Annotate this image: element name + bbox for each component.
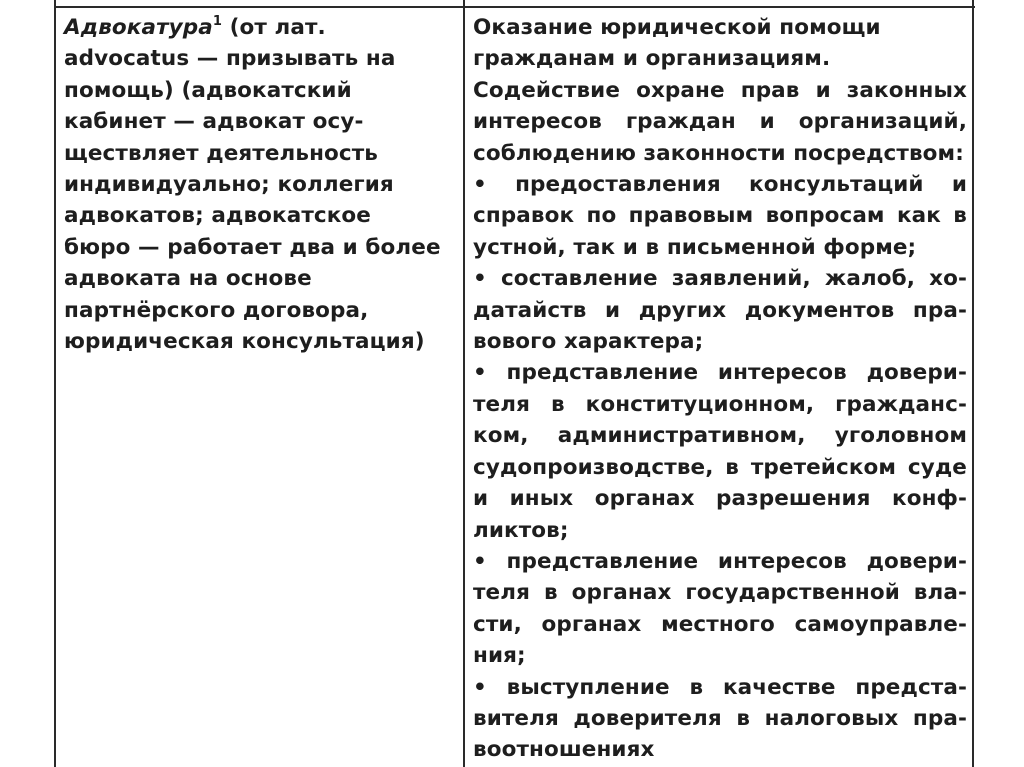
table-column-divider — [463, 0, 465, 767]
description-line: вителя доверителя в налоговых пра- — [473, 705, 967, 731]
description-line: соблюдению законности посредством: — [473, 140, 964, 166]
term-line: кабинет — адвокат осу- — [64, 109, 364, 135]
description-line: теля в конституционном, гражданс- — [473, 391, 967, 417]
term-first-line-rest: (от лат. — [222, 15, 326, 40]
table-top-border — [55, 6, 975, 8]
table-cell-term — [64, 12, 456, 357]
description-line: устной, так и в письменной форме; — [473, 234, 917, 260]
description-line: • представление интересов довери- — [473, 548, 967, 574]
term-line: юридическая консультация) — [64, 329, 425, 355]
description-line: ликтов; — [473, 517, 569, 543]
table-right-border — [972, 0, 974, 767]
description-line: воотношениях — [473, 737, 655, 763]
term-line: ществляет деятельность — [64, 140, 379, 166]
table-left-border — [54, 0, 56, 767]
description-line: ния; — [473, 643, 526, 669]
term-line: адвокатов; адвокатское — [64, 203, 371, 229]
term-line: адвоката на основе — [64, 266, 312, 292]
description-line: сти, органах местного самоуправле- — [473, 611, 967, 637]
term-line: бюро — работает два и более — [64, 234, 441, 260]
term-line: индивидуально; коллегия — [64, 172, 394, 198]
description-line: Содействие охране прав и законных — [473, 77, 967, 103]
description-line: гражданам и организациям. — [473, 46, 831, 72]
description-line: • предоставления консультаций и — [473, 172, 967, 198]
description-line: и иных органах разрешения конф- — [473, 486, 967, 512]
description-line: • представление интересов довери- — [473, 360, 967, 386]
term-line — [64, 12, 456, 43]
term-title: Адвокатура — [64, 15, 213, 40]
footnote-marker: 1 — [212, 14, 223, 29]
description-line: справок по правовым вопросам как в — [473, 203, 967, 229]
description-line: • выступление в качестве предста- — [473, 674, 967, 700]
description-line: судопроизводстве, в третейском суде — [473, 454, 967, 480]
description-line: интересов граждан и организаций, — [473, 109, 967, 135]
term-line: партнёрского договора, — [64, 297, 369, 323]
term-line: помощь) (адвокатский — [64, 77, 352, 103]
description-line: ком, административном, уголовном — [473, 423, 967, 449]
table-cell-description — [473, 12, 967, 766]
term-line: advocatus — призывать на — [64, 46, 396, 72]
description-line: датайств и других документов пра- — [473, 297, 967, 323]
description-line: теля в органах государственной вла- — [473, 580, 967, 606]
description-line: Оказание юридической помощи — [473, 15, 881, 40]
description-line: вового характера; — [473, 329, 704, 355]
description-line: • составление заявлений, жалоб, хо- — [473, 266, 967, 292]
